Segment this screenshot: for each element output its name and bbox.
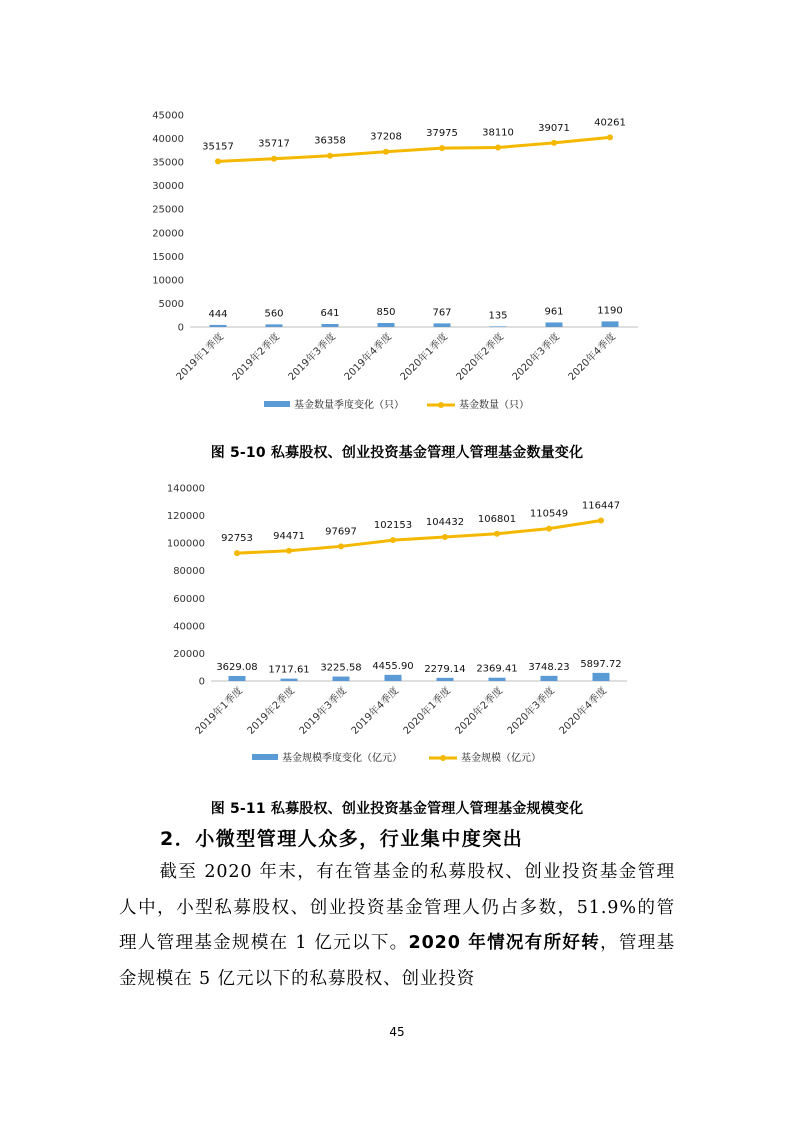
line-data-label: 94471 [273,530,305,542]
line-point [598,517,604,523]
bar-data-label: 641 [320,307,340,319]
y-tick-label: 10000 [152,275,184,287]
x-tick-label: 2019年1季度 [193,685,246,737]
y-tick-label: 140000 [166,483,205,495]
line-data-label: 38110 [482,127,514,139]
y-tick-label: 30000 [152,181,184,193]
bar-data-label: 767 [432,307,452,319]
y-tick-label: 45000 [152,110,184,122]
bar-data-label: 5897.72 [580,658,622,670]
y-tick-label: 40000 [152,134,184,146]
legend-line-label: 基金数量（只） [459,400,529,411]
bar-data-label: 3748.23 [528,661,570,673]
bar-data-label: 3629.08 [216,661,258,673]
paragraph-text-2: ，管理基金规模在 5 亿元以下的私募股权、创业投资 [119,933,675,990]
y-tick-label: 40000 [173,621,205,633]
bar [593,673,610,681]
line-point [327,153,333,159]
chart-fund-size [0,475,794,805]
y-tick-label: 15000 [152,251,184,263]
paragraph-bold-text: 2020 年情况有所好转 [408,933,601,954]
legend-bar-swatch [252,754,278,760]
line-point [338,543,344,549]
bar-data-label: 3225.58 [320,662,362,674]
x-tick-label: 2019年2季度 [230,331,283,383]
bar [281,679,298,681]
bar [333,677,350,681]
bar [229,676,246,681]
line-data-label: 116447 [581,500,621,512]
bar-data-label: 961 [544,306,564,318]
x-tick-label: 2019年3季度 [286,331,339,383]
bar-data-label: 4455.90 [372,660,414,672]
line-data-label: 110549 [529,508,569,520]
line-data-label: 92753 [221,533,253,545]
bar [210,325,227,327]
line-point [215,158,221,164]
legend-line-marker [438,402,444,408]
bar-data-label: 444 [208,308,228,320]
line-data-label: 102153 [373,520,413,532]
y-tick-label: 20000 [173,648,205,660]
bar [434,323,451,327]
line-point [383,149,389,155]
x-tick-label: 2020年3季度 [510,331,563,383]
legend-bar-label: 基金数量季度变化（只） [294,400,404,411]
bar [437,678,454,681]
line-point [286,548,292,554]
line-point [390,537,396,543]
line-data-label: 97697 [325,526,357,538]
y-tick-label: 25000 [152,204,184,216]
line-point [607,134,613,140]
bar-data-label: 2369.41 [476,663,518,675]
line-data-label: 36358 [314,135,346,147]
y-tick-label: 100000 [166,538,205,550]
legend-line-marker [440,755,446,761]
x-tick-label: 2019年2季度 [245,685,298,737]
line-point [271,156,277,162]
page-number: 45 [389,1025,405,1039]
bar [541,676,558,681]
bar [602,321,619,327]
x-tick-label: 2020年4季度 [566,331,619,383]
y-tick-label: 80000 [173,566,205,578]
legend-bar-swatch [264,401,290,407]
line-data-label: 40261 [594,117,626,129]
x-tick-label: 2020年4季度 [557,685,610,737]
line-point [439,145,445,151]
line-data-label: 35717 [258,138,290,150]
bar-data-label: 1717.61 [268,664,310,676]
bar-data-label: 1190 [597,305,623,317]
line-data-label: 104432 [425,517,465,529]
y-tick-label: 35000 [152,157,184,169]
legend-bar-label: 基金规模季度变化（亿元） [282,753,402,764]
bar [322,324,339,327]
x-tick-label: 2019年3季度 [297,685,350,737]
x-tick-label: 2019年4季度 [342,331,395,383]
x-tick-label: 2020年3季度 [505,685,558,737]
line-point [546,526,552,532]
body-paragraph [119,855,675,998]
figure-caption-5-10: 图 5-10 私募股权、创业投资基金管理人管理基金数量变化 [210,445,584,461]
y-tick-label: 60000 [173,593,205,605]
y-tick-label: 120000 [166,511,205,523]
line-point [494,531,500,537]
bar [385,675,402,681]
section-heading: 2．小微型管理人众多，行业集中度突出 [160,828,524,850]
y-tick-label: 20000 [152,228,184,240]
line-data-label: 39071 [538,122,570,134]
y-tick-label: 0 [177,322,184,334]
y-tick-label: 0 [198,676,205,688]
line-point [551,140,557,146]
bar [490,326,507,327]
line-data-label: 35157 [202,141,234,153]
x-tick-label: 2020年1季度 [398,331,451,383]
bar-data-label: 850 [376,306,396,318]
x-tick-label: 2020年1季度 [401,685,454,737]
x-tick-label: 2020年2季度 [454,331,507,383]
paragraph-text-1: 截至 2020 年末，有在管基金的私募股权、创业投资基金管理人中，小型私募股权、创业投资基金管理人仍占多数，51.9%的管理人管理基金规模在 1 亿元以下。 [119,862,675,954]
legend-line-label: 基金规模（亿元） [461,753,541,764]
bar-data-label: 2279.14 [424,663,466,675]
bar-data-label: 135 [488,310,508,322]
line-data-label: 37208 [370,131,402,143]
line-data-label: 37975 [426,128,458,140]
x-tick-label: 2019年1季度 [174,331,227,383]
y-tick-label: 5000 [158,298,184,310]
bar [489,678,506,681]
line-point [234,550,240,556]
x-tick-label: 2020年2季度 [453,685,506,737]
figure-caption-5-11: 图 5-11 私募股权、创业投资基金管理人管理基金规模变化 [210,801,584,817]
bar [378,323,395,327]
x-tick-label: 2019年4季度 [349,685,402,737]
line-data-label: 106801 [477,513,517,525]
bar [546,322,563,327]
line-point [495,144,501,150]
line-point [442,534,448,540]
bar [266,324,283,327]
bar-data-label: 560 [264,308,284,320]
